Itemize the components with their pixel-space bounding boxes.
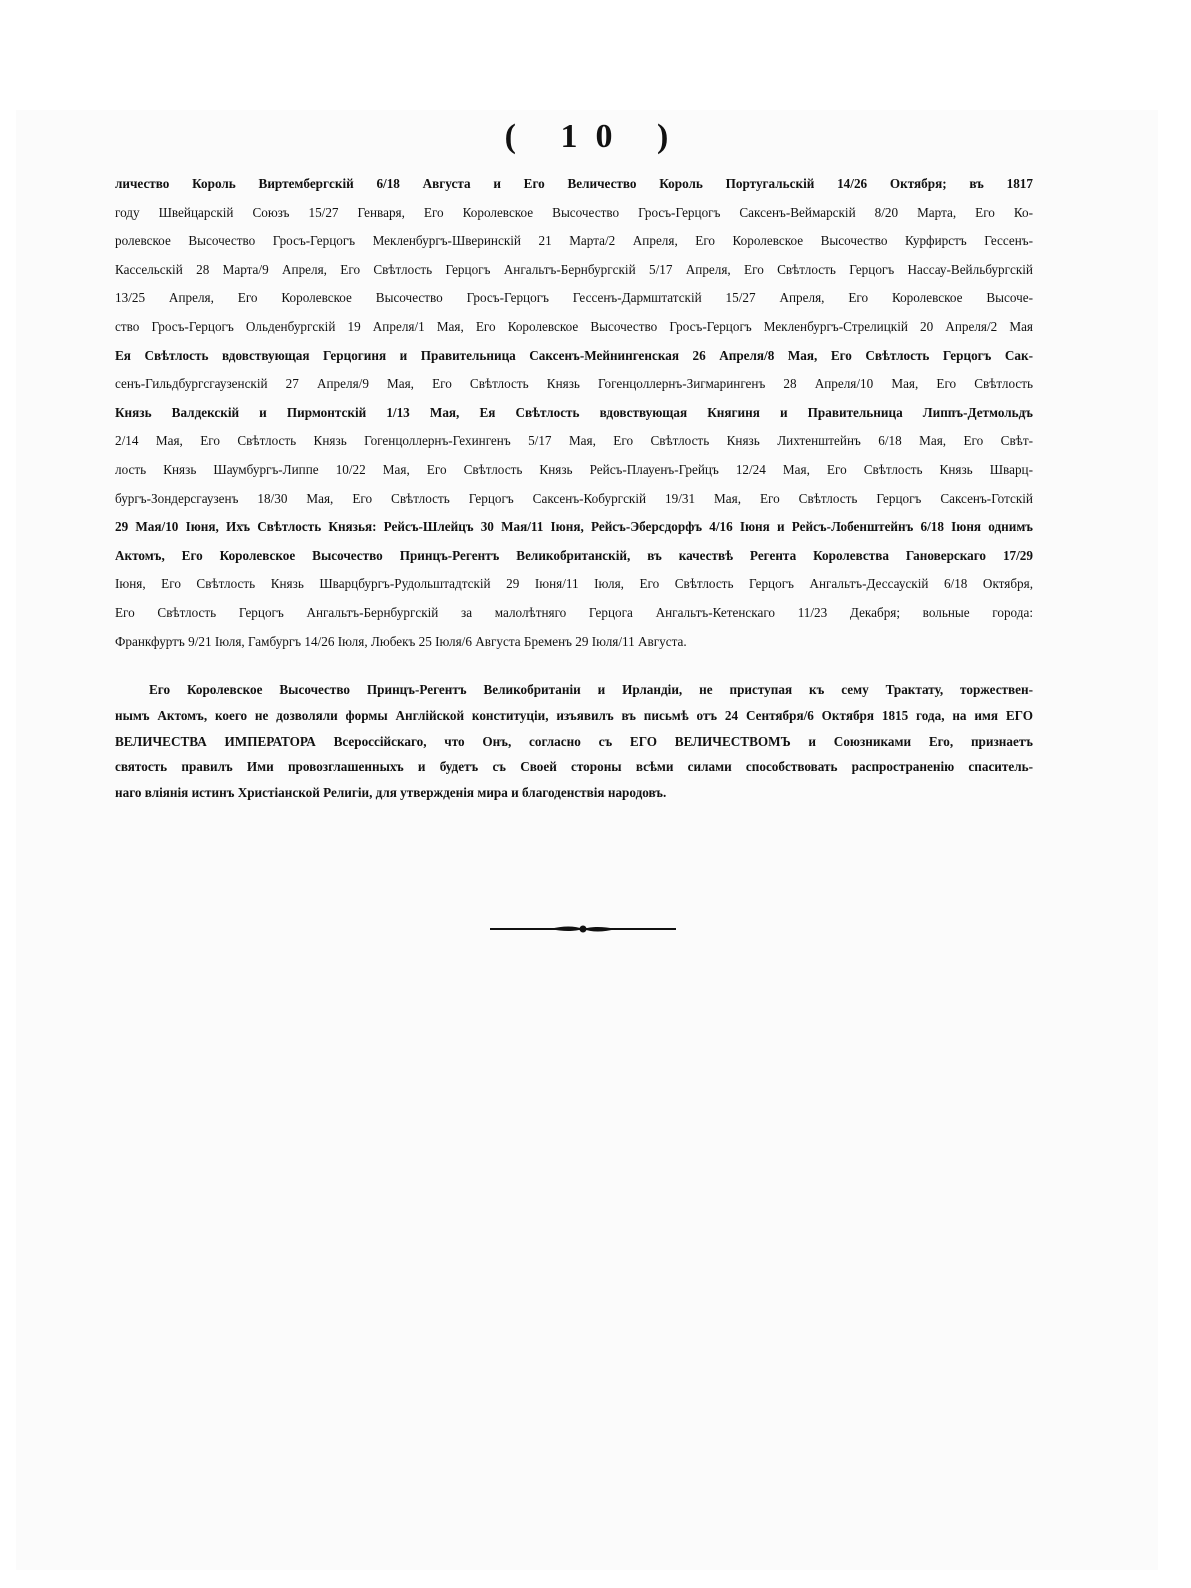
text-line: Іюня, Его Свѣтлость Князь Шварцбургъ-Рудольштадтскій 29 Іюня/11 Іюля, Его Свѣтлость Герцогъ Ангальтъ-Дессаускій 6/18 Октября, xyxy=(115,576,1033,592)
text-line: 29 Мая/10 Іюня, Ихъ Свѣтлость Князья: Рейсъ-Шлейцъ 30 Мая/11 Іюня, Рейсъ-Эберсдорфъ 4/16 Іюня и Рейсъ-Лобенштейнъ 6/18 Іюня однимъ xyxy=(115,519,1033,535)
text-line: Ея Свѣтлость вдовствующая Герцогиня и Правительница Саксенъ-Мейнингенская 26 Апреля/8 Мая, Его Свѣтлость Герцогъ Сак- xyxy=(115,347,1033,363)
text-line: личество Король Виртембергскій 6/18 Августа и Его Величество Король Португальскій 14/26 Октября; въ 1817 xyxy=(115,176,1033,191)
text-line: году Швейцарскій Союзъ 15/27 Генваря, Его Королевское Высочество Гросъ-Герцогъ Саксенъ-Веймарскій 8/20 Марта, Его Ко- xyxy=(115,204,1033,220)
text-line: сенъ-Гильдбургсгаузенскій 27 Апреля/9 Мая, Его Свѣтлость Князь Гогенцоллернъ-Зигмарингенъ 28 Апреля/10 Мая, Его Свѣтлость xyxy=(115,376,1033,392)
second-paragraph xyxy=(115,677,1033,806)
text-line: бургъ-Зондерсгаузенъ 18/30 Мая, Его Свѣтлость Герцогъ Саксенъ-Кобургскій 19/31 Мая, Его Свѣтлость Герцогъ Саксенъ-Готскій xyxy=(115,490,1033,506)
main-paragraph xyxy=(115,170,1033,656)
text-line: 2/14 Мая, Его Свѣтлость Князь Гогенцоллернъ-Гехингенъ 5/17 Мая, Его Свѣтлость Князь Лихтенштейнъ 6/18 Мая, Его Свѣт- xyxy=(115,433,1033,449)
text-line: ВЕЛИЧЕСТВА ИМПЕРАТОРА Всероссійскаго, что Онъ, согласно съ ЕГО ВЕЛИЧЕСТВОМЪ и Союзниками Его, признаетъ xyxy=(115,733,1033,749)
text-line: 13/25 Апреля, Его Королевское Высочество Гросъ-Герцогъ Гессенъ-Дармштатскій 15/27 Апреля, Его Королевское Высоче- xyxy=(115,290,1033,306)
text-line: ролевское Высочество Гросъ-Герцогъ Мекленбургъ-Шверинскій 21 Марта/2 Апреля, Его Королевское Высочество Курфирстъ Гессенъ- xyxy=(115,233,1033,249)
text-line: Кассельскій 28 Марта/9 Апреля, Его Свѣтлость Герцогъ Ангальтъ-Бернбургскій 5/17 Апреля, Его Свѣтлость Герцогъ Нассау-Вейльбургскій xyxy=(115,261,1033,277)
page-number: ( 10 ) xyxy=(504,118,687,155)
text-line: лость Князь Шаумбургъ-Липпе 10/22 Мая, Его Свѣтлость Князь Рейсъ-Плауенъ-Грейцъ 12/24 Мая, Его Свѣтлость Князь Шварц- xyxy=(115,461,1033,477)
text-line: святость правилъ Ими провозглашенныхъ и будетъ съ Своей стороны всѣми силами способствовать распространенію спаситель- xyxy=(115,759,1033,775)
text-line: Его Свѣтлость Герцогъ Ангальтъ-Бернбургскій за малолѣтняго Герцога Ангальтъ-Кетенскаго 11/23 Декабря; вольные города: xyxy=(115,604,1033,620)
text-line: Франкфуртъ 9/21 Іюля, Гамбургъ 14/26 Іюля, Любекъ 25 Іюля/6 Августа Бременъ 29 Іюля/11 Августа. xyxy=(115,633,687,649)
decorative-rule-icon xyxy=(490,922,676,936)
text-line: наго вліянія истинъ Христіанской Религіи, для утвержденія мира и благоденствія народовъ. xyxy=(115,785,667,801)
text-line: нымъ Актомъ, коего не дозволяли формы Англійской конституціи, изъявилъ въ письмѣ отъ 24 Сентября/6 Октября 1815 года, на имя ЕГО xyxy=(115,707,1033,723)
text-line: Князь Валдекскій и Пирмонтскій 1/13 Мая, Ея Свѣтлость вдовствующая Княгиня и Правительница Липпъ-Детмольдъ xyxy=(115,404,1033,420)
text-line: Его Королевское Высочество Принцъ-Регентъ Великобританіи и Ирландіи, не приступая къ сему Трактату, торжествен- xyxy=(149,682,1033,697)
text-line: ство Гросъ-Герцогъ Ольденбургскій 19 Апреля/1 Мая, Его Королевское Высочество Гросъ-Герцогъ Мекленбургъ-Стрелицкій 20 Апреля/2 Мая xyxy=(115,318,1033,334)
text-line: Актомъ, Его Королевское Высочество Принцъ-Регентъ Великобританскій, въ качествѣ Регента Королевства Гановерскаго 17/29 xyxy=(115,547,1033,563)
